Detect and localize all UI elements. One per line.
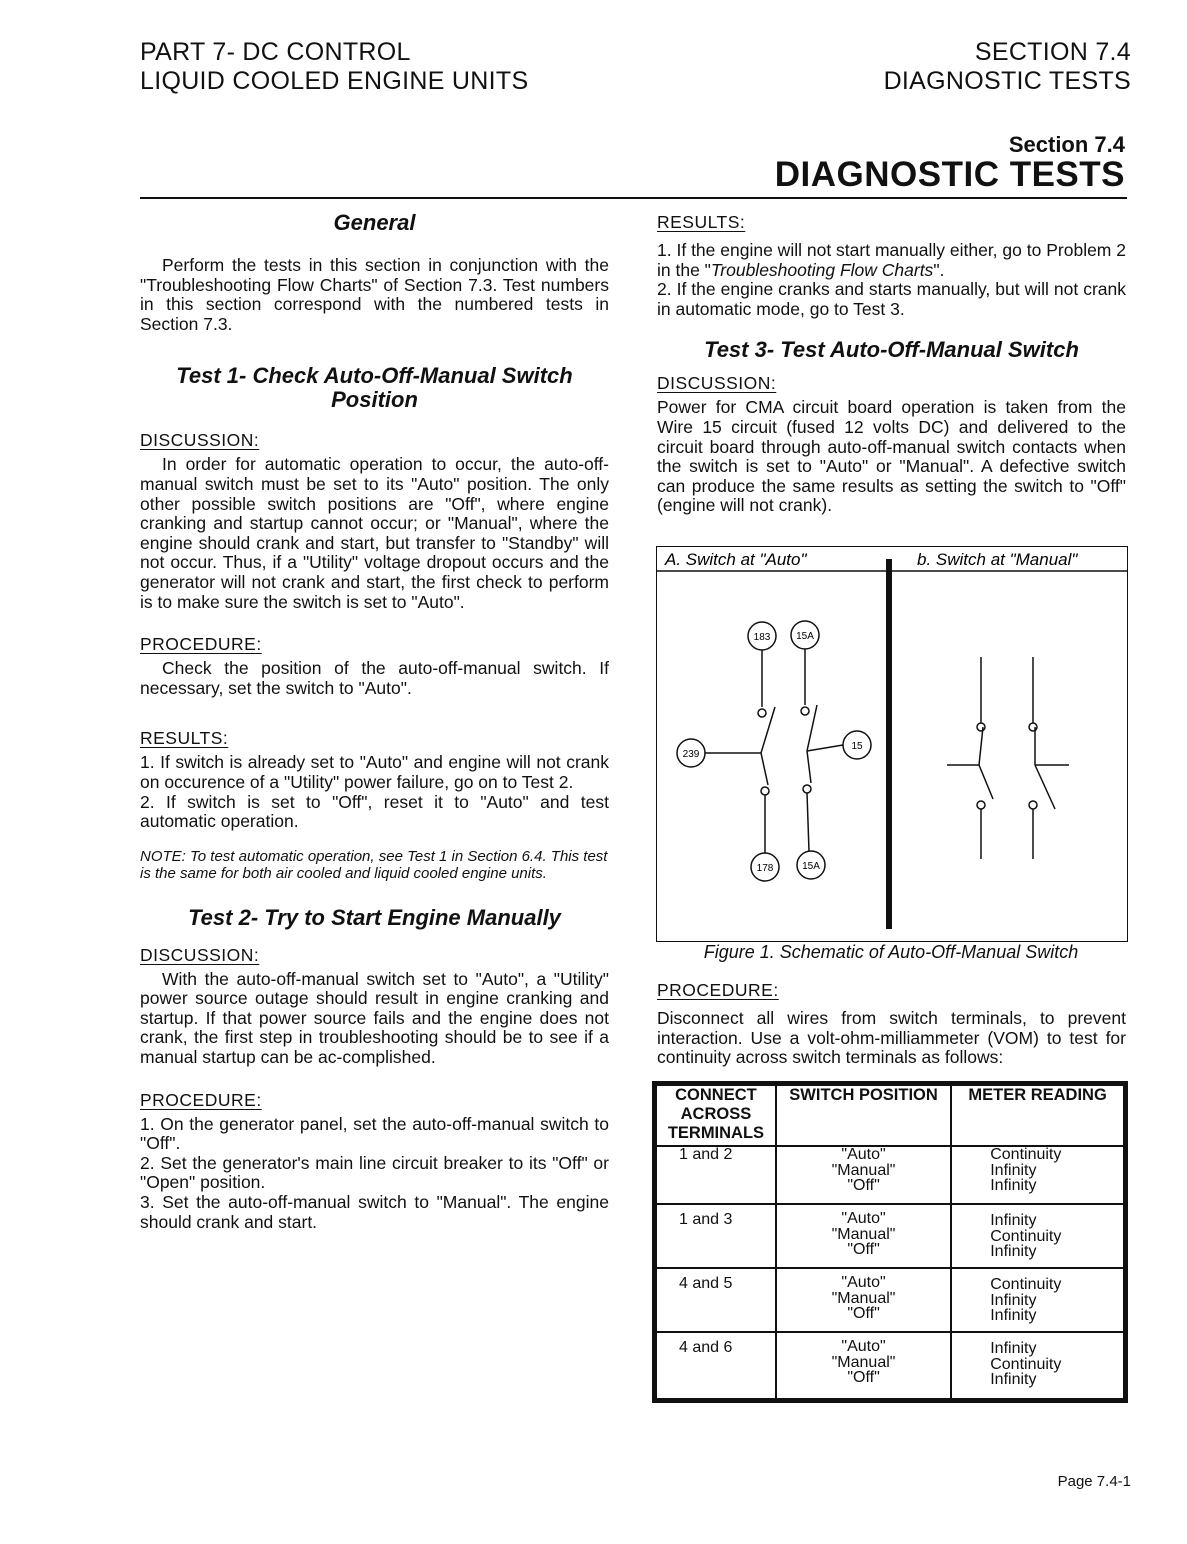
page-title: DIAGNOSTIC TESTS [774, 155, 1125, 194]
terminal-183-label: 183 [753, 632, 771, 643]
general-text: Perform the tests in this section in conjunction with the "Troubleshooting Flow Charts" of Section 7.3. Test numbers in this section correspond with the numbered tests in Section 7.3. [140, 255, 609, 334]
general-heading: General [333, 210, 416, 235]
test1-discussion-label: DISCUSSION: [140, 430, 260, 451]
right-column [657, 212, 1126, 516]
test2-discussion-text: With the auto-off-manual switch set to "Auto", a "Utility" power source outage should result in engine cranking and startup. If that power source fails and the engine does not crank, the first step in troubleshooting should be to see if a manual startup can be ac-complished. [140, 968, 609, 1068]
test1-heading [140, 364, 609, 412]
table-row [655, 1146, 1126, 1204]
terminal-178-label: 178 [756, 863, 774, 874]
title-rule [140, 197, 1127, 199]
section-header-line2: DIAGNOSTIC TESTS [883, 67, 1131, 95]
test1-heading-line2: Position [331, 387, 418, 413]
row-readings: Continuity Infinity Infinity [951, 1268, 1125, 1332]
row-positions: "Auto" "Manual" "Off" [776, 1146, 951, 1204]
continuity-table [652, 1081, 1128, 1403]
row-terminals: 1 and 2 [655, 1146, 776, 1204]
test3-discussion-label: DISCUSSION: [657, 373, 777, 394]
test3-procedure [657, 980, 1126, 1068]
row-terminals: 4 and 5 [655, 1268, 776, 1332]
test2-step-1: 1. On the generator panel, set the auto-off-manual switch to "Off". [140, 1113, 609, 1154]
panel-b-label: b. Switch at "Manual" [917, 550, 1078, 569]
terminal-15-label: 15 [851, 741, 863, 752]
section-header-line1: SECTION 7.4 [974, 38, 1131, 66]
row-positions: "Auto" "Manual" "Off" [776, 1204, 951, 1268]
result1-post: ". [933, 259, 945, 280]
test3-procedure-text: Disconnect all wires from switch terminals, to prevent interaction. Use a volt-ohm-milliammeter (VOM) to test for continuity across switch terminals as follows: [657, 1008, 1126, 1068]
test2-discussion-label: DISCUSSION: [140, 944, 260, 965]
section-label: Section 7.4 [1008, 132, 1125, 157]
table-header-row [655, 1084, 1126, 1147]
section-header [884, 38, 1131, 96]
figure-caption: Figure 1. Schematic of Auto-Off-Manual Switch [703, 942, 1079, 962]
part-header-line1: PART 7- DC CONTROL [140, 38, 411, 66]
test2-heading: Test 2- Try to Start Engine Manually [188, 904, 561, 930]
col-header-meter-reading: METER READING [951, 1084, 1125, 1147]
test2-step-2: 2. Set the generator's main line circuit breaker to its "Off" or "Open" position. [140, 1152, 609, 1193]
test1-procedure-text: Check the position of the auto-off-manual switch. If necessary, set the switch to "Auto". [140, 658, 609, 698]
left-column [140, 210, 609, 1232]
result1-pre: 1. If the engine will not start manually either, go to Problem 2 in the " [657, 240, 1126, 280]
panel-divider [886, 559, 892, 929]
table-row [655, 1268, 1126, 1332]
col-header-switch-position: SWITCH POSITION [776, 1084, 951, 1147]
test3-discussion-text: Power for CMA circuit board operation is taken from the Wire 15 circuit (fused 12 volts DC) and delivered to the circuit board through auto-off-manual switch contacts when the switch is set to "Auto" or "Manual". A defective switch can produce the same results as setting the switch to "Off" (engine will not crank). [657, 397, 1126, 516]
test1-result-1: 1. If switch is already set to "Auto" and engine will not crank on occurence of a "Utility" power failure, go on to Test 2. [140, 752, 609, 792]
test1-result-2: 2. If switch is set to "Off", reset it to "Auto" and test automatic operation. [140, 791, 609, 832]
panel-a-schematic [677, 621, 871, 881]
row-terminals: 4 and 6 [655, 1332, 776, 1400]
part-header-line2: LIQUID COOLED ENGINE UNITS [140, 67, 529, 95]
test1-discussion-text: In order for automatic operation to occur, the auto-off-manual switch must be set to its "Auto" position. The only other possible switch positions are "Off", where engine cranking and startup cannot occur; or "Manual", where the engine should crank and start, but transfer to "Standby" will not occur. Thus, if a "Utility" voltage dropout occurs and the generator will not crank and start, the first check to perform is to make sure the switch is set to "Auto". [140, 454, 609, 612]
test1-procedure-label: PROCEDURE: [140, 634, 262, 655]
test2-step-3: 3. Set the auto-off-manual switch to "Manual". The engine should crank and start. [140, 1192, 609, 1232]
panel-b-schematic [947, 657, 1069, 859]
test3-procedure-label: PROCEDURE: [657, 980, 779, 1000]
table-row [655, 1204, 1126, 1268]
test1-note: NOTE: To test automatic operation, see Test 1 in Section 6.4. This test is the same for both air cooled and liquid cooled engine units. [140, 847, 608, 883]
flow-charts-ref: Troubleshooting Flow Charts [710, 259, 934, 280]
row-readings: Infinity Continuity Infinity [951, 1204, 1125, 1268]
row-readings: Infinity Continuity Infinity [951, 1332, 1125, 1400]
col-header-terminals: CONNECT ACROSS TERMINALS [655, 1084, 776, 1147]
test1-results-label: RESULTS: [140, 728, 229, 749]
table-row [655, 1332, 1126, 1400]
test3-heading: Test 3- Test Auto-Off-Manual Switch [704, 337, 1079, 363]
test2-result-2: 2. If the engine cranks and starts manually, but will not crank in automatic mode, go to Test 3. [657, 279, 1126, 319]
terminal-239-label: 239 [682, 749, 700, 760]
row-readings: Continuity Infinity Infinity [951, 1146, 1125, 1204]
panel-a-label: A. Switch at "Auto" [665, 550, 807, 569]
row-terminals: 1 and 3 [655, 1204, 776, 1268]
page-number: Page 7.4-1 [1057, 1473, 1131, 1490]
terminal-15a-bottom-label: 15A [802, 861, 820, 872]
test2-result-1 [657, 241, 1126, 280]
switch-schematic-figure [656, 546, 1128, 942]
test2-results-label: RESULTS: [657, 212, 746, 232]
row-positions: "Auto" "Manual" "Off" [776, 1268, 951, 1332]
test1-heading-line1: Test 1- Check Auto-Off-Manual Switch [176, 363, 573, 389]
row-positions: "Auto" "Manual" "Off" [776, 1332, 951, 1400]
test2-procedure-label: PROCEDURE: [140, 1089, 262, 1110]
switch-schematic [657, 547, 1127, 941]
terminal-15a-top-label: 15A [796, 631, 814, 642]
part-header [140, 38, 528, 96]
